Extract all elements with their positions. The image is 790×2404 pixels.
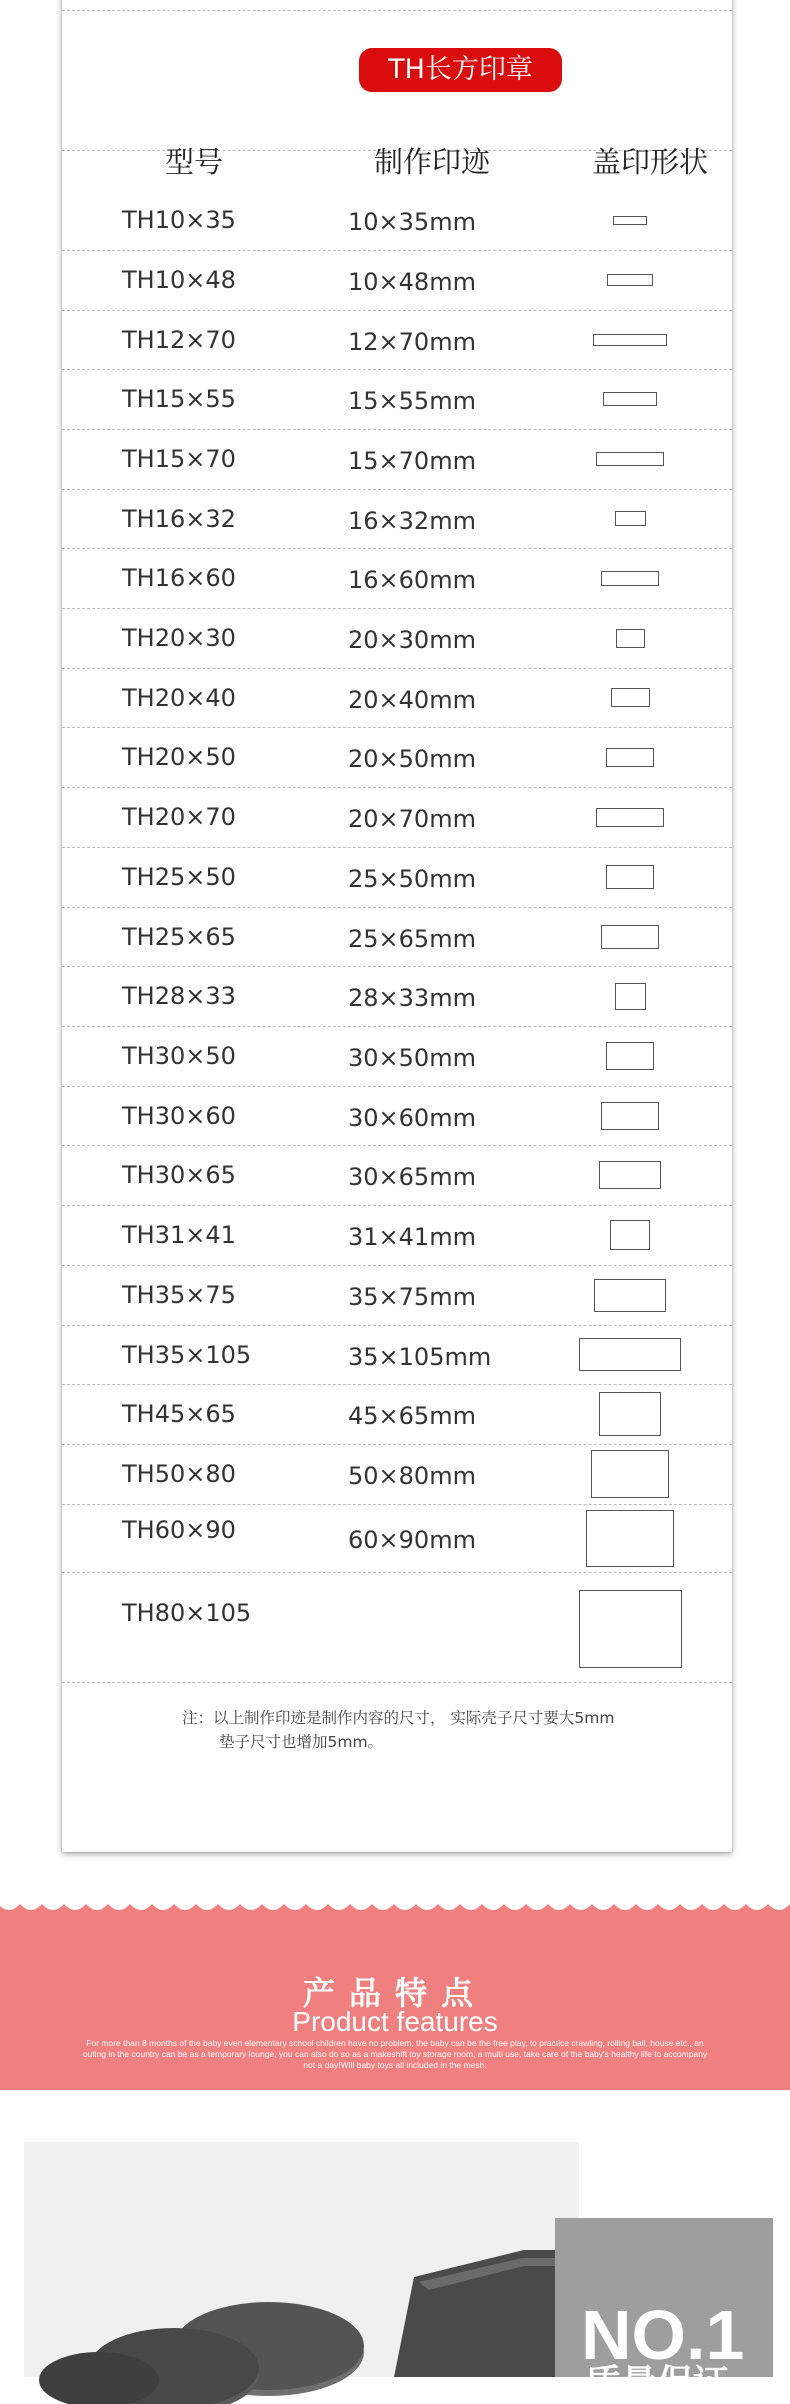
row-stamp-shape <box>607 274 653 286</box>
row-divider <box>62 1026 732 1027</box>
row-trace-size: 20×30mm <box>348 626 476 654</box>
wave-border <box>0 1900 790 1916</box>
row-stamp-shape <box>616 629 645 648</box>
stamp-pad-illustration <box>24 2142 579 2377</box>
row-stamp-shape <box>586 1510 674 1567</box>
row-trace-size: 20×40mm <box>348 685 476 714</box>
header-shape: 盖印形状 <box>591 145 708 179</box>
row-divider <box>62 250 732 251</box>
row-model: TH60×90 <box>122 1516 236 1544</box>
row-divider <box>62 966 732 967</box>
row-model: TH12×70 <box>122 325 236 354</box>
header-trace: 制作印迹 <box>373 145 490 179</box>
product-photo <box>24 2142 579 2377</box>
row-stamp-shape <box>610 1220 650 1250</box>
spec-card <box>62 0 732 1852</box>
no1-label: NO.1 <box>581 2296 745 2374</box>
section-badge: TH长方印章 <box>359 48 562 92</box>
row-stamp-shape <box>599 1161 661 1189</box>
row-trace-size: 10×35mm <box>348 208 476 236</box>
row-divider <box>62 1325 732 1326</box>
features-title-cn: 产品特点 <box>302 1974 487 2012</box>
row-trace-size: 30×50mm <box>348 1044 476 1072</box>
row-trace-size: 30×65mm <box>348 1163 476 1191</box>
row-model: TH20×70 <box>122 803 236 831</box>
features-title-en: Product features <box>292 2006 498 2037</box>
row-divider <box>62 847 732 848</box>
row-trace-size: 50×80mm <box>348 1462 476 1490</box>
row-divider <box>62 727 732 728</box>
row-stamp-shape <box>596 808 664 827</box>
row-stamp-shape <box>611 688 650 707</box>
features-banner <box>0 1900 790 2090</box>
row-stamp-shape <box>615 983 646 1010</box>
row-divider <box>62 608 732 609</box>
row-model: TH30×60 <box>122 1101 236 1130</box>
row-divider <box>62 1145 732 1146</box>
row-stamp-shape <box>579 1338 681 1371</box>
row-model: TH10×48 <box>122 266 236 294</box>
row-trace-size: 10×48mm <box>348 268 476 296</box>
row-model: TH20×40 <box>122 683 236 712</box>
row-stamp-shape <box>591 1450 669 1498</box>
row-model: TH15×70 <box>122 445 236 473</box>
row-divider <box>62 668 732 669</box>
row-model: TH15×55 <box>122 385 236 413</box>
row-stamp-shape <box>615 511 646 526</box>
row-divider <box>62 489 732 490</box>
row-trace-size: 35×75mm <box>348 1283 476 1311</box>
row-model: TH25×50 <box>122 863 236 891</box>
row-stamp-shape <box>601 571 659 586</box>
row-divider <box>62 1384 732 1385</box>
note-line-2: 垫子尺寸也增加5mm。 <box>219 1733 384 1751</box>
row-divider <box>62 1572 732 1573</box>
row-model: TH20×30 <box>122 624 236 652</box>
row-stamp-shape <box>596 452 664 466</box>
features-description: For more than 8 months of the baby even elementary school children have no problem, the baby can be the free play, to practice crawling, rolling ball, house etc., an outing in the country can be as a temporary lounge, you can also do so as a makeshift toy storage room, a multi use, take care of the baby's healthy life to accompany not a day!Will baby toys all included in the mesh. <box>82 2038 708 2070</box>
quality-panel <box>555 2218 773 2404</box>
row-divider <box>62 787 732 788</box>
row-model: TH31×41 <box>122 1221 236 1249</box>
row-stamp-shape <box>606 865 654 889</box>
row-trace-size: 35×105mm <box>348 1342 492 1371</box>
row-divider <box>62 1444 732 1445</box>
row-model: TH35×75 <box>122 1281 236 1309</box>
row-model: TH80×105 <box>122 1599 252 1627</box>
row-trace-size: 60×90mm <box>348 1526 476 1554</box>
note-line-1: 注：以上制作印迹是制作内容的尺寸， 实际壳子尺寸要大5mm <box>182 1709 615 1727</box>
row-model: TH35×105 <box>122 1340 252 1369</box>
row-model: TH20×50 <box>122 743 236 771</box>
row-stamp-shape <box>613 216 647 225</box>
header-model: 型号 <box>164 145 223 179</box>
row-trace-size: 30×60mm <box>348 1103 476 1132</box>
row-model: TH30×50 <box>122 1042 236 1070</box>
row-model: TH10×35 <box>122 206 236 234</box>
row-model: TH16×32 <box>122 504 236 533</box>
row-stamp-shape <box>579 1590 682 1668</box>
row-divider <box>62 1265 732 1266</box>
row-trace-size: 12×70mm <box>348 327 476 356</box>
divider <box>62 10 732 11</box>
row-divider <box>62 548 732 549</box>
row-divider <box>62 1504 732 1505</box>
row-model: TH45×65 <box>122 1400 236 1428</box>
quality-label: 质量保证 <box>585 2363 730 2404</box>
row-divider <box>62 1682 732 1683</box>
row-trace-size: 15×70mm <box>348 447 476 475</box>
row-stamp-shape <box>599 1392 661 1436</box>
row-model: TH50×80 <box>122 1460 236 1488</box>
row-trace-size: 45×65mm <box>348 1402 476 1430</box>
row-stamp-shape <box>606 748 654 767</box>
row-divider <box>62 1205 732 1206</box>
row-divider <box>62 310 732 311</box>
row-stamp-shape <box>594 1279 666 1312</box>
row-divider <box>62 369 732 370</box>
row-trace-size: 20×50mm <box>348 745 476 773</box>
note <box>182 1706 615 1754</box>
row-stamp-shape <box>601 1102 659 1130</box>
row-model: TH28×33 <box>122 982 236 1010</box>
row-trace-size: 28×33mm <box>348 984 476 1012</box>
row-trace-size: 16×60mm <box>348 566 476 594</box>
row-trace-size: 16×32mm <box>348 506 476 535</box>
row-stamp-shape <box>606 1042 654 1070</box>
row-trace-size: 31×41mm <box>348 1223 476 1251</box>
row-trace-size: 20×70mm <box>348 805 476 833</box>
row-divider <box>62 907 732 908</box>
row-model: TH25×65 <box>122 922 236 951</box>
row-stamp-shape <box>601 925 659 949</box>
row-model: TH30×65 <box>122 1161 236 1189</box>
row-trace-size: 25×65mm <box>348 924 476 953</box>
row-stamp-shape <box>593 334 667 346</box>
row-model: TH16×60 <box>122 564 236 592</box>
row-divider <box>62 1086 732 1087</box>
row-trace-size: 15×55mm <box>348 387 476 415</box>
row-trace-size: 25×50mm <box>348 865 476 893</box>
row-stamp-shape <box>603 392 657 406</box>
row-divider <box>62 429 732 430</box>
